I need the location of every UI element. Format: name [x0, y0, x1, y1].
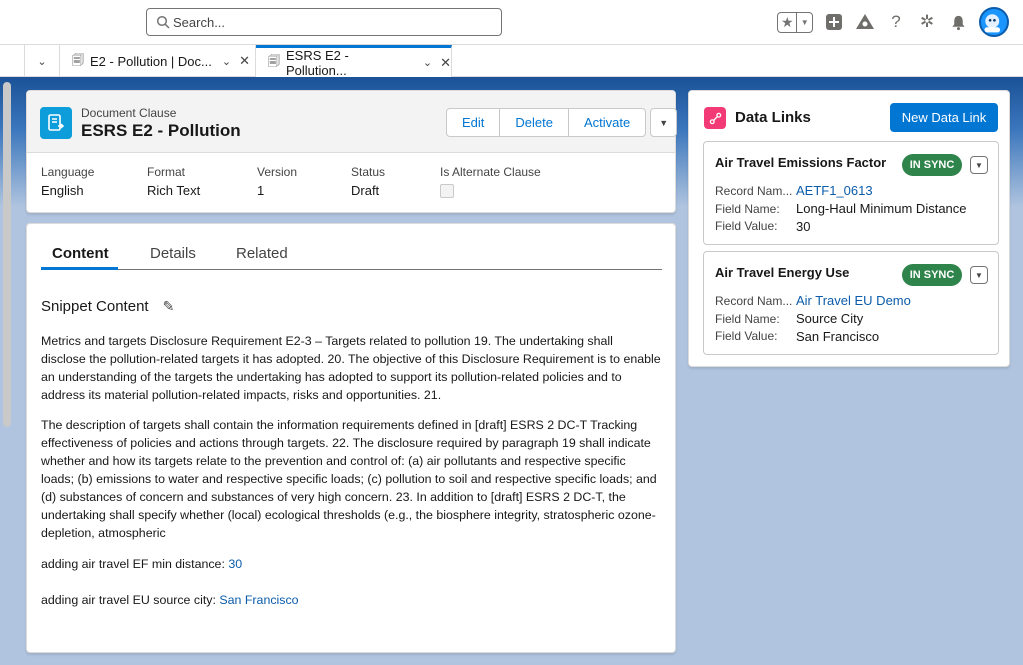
favorites-chevron-down-icon[interactable]: ▼: [800, 17, 809, 27]
data-link-item: [703, 141, 999, 245]
record-object-type: Document Clause: [81, 106, 177, 120]
record-name-label: Record Nam...: [715, 294, 793, 308]
search-placeholder: Search...: [173, 14, 226, 30]
workspace-tab-esrs-e2-pollution[interactable]: [256, 45, 452, 77]
more-actions-chevron-down-icon[interactable]: ▼: [650, 108, 677, 137]
record-highlights-panel: [26, 90, 676, 213]
field-value: English: [41, 183, 84, 198]
content-tabset-card: [26, 223, 676, 653]
snippet-line-ef-distance: [41, 555, 661, 573]
field-label: Language: [41, 165, 95, 179]
active-tab-indicator: [41, 267, 118, 270]
snippet-paragraph-1: Metrics and targets Disclosure Requirement E2-3 – Targets related to pollution 19. The undertaking shall disclose the pollution-related targets it has adopted. 20. The objective of this Disclosure Requirement is to enable an understanding of the targets the undertaking has adopted to support its pollution-related policies and to address its material pollution-related impacts, risks and opportunities. 21.: [41, 334, 661, 402]
field-value-value: San Francisco: [796, 329, 880, 344]
tab-close-icon[interactable]: ✕: [239, 53, 250, 68]
tab-chevron-down-icon[interactable]: ⌄: [422, 57, 433, 69]
snippet-line-source-city: [41, 591, 661, 609]
is-alternate-clause-checkbox: [440, 184, 454, 198]
favorites-button[interactable]: [777, 12, 813, 33]
delete-button[interactable]: Delete: [500, 108, 569, 137]
edit-pencil-icon[interactable]: ✎: [162, 298, 175, 314]
page-scrollbar[interactable]: [3, 82, 11, 427]
data-link-icon: [704, 107, 726, 129]
workspace-tab-bar: [0, 45, 1023, 77]
record-name-label: Record Nam...: [715, 184, 793, 198]
field-language: [41, 165, 94, 198]
field-is-alternate-clause: [440, 165, 541, 198]
data-link-item: [703, 251, 999, 355]
field-value-value: 30: [796, 219, 811, 234]
field-value: Rich Text: [147, 183, 201, 198]
data-link-title: Air Travel Energy Use: [715, 265, 850, 280]
field-value-label: Field Value:: [715, 219, 778, 233]
user-avatar[interactable]: [979, 7, 1009, 37]
field-label: Format: [147, 165, 186, 179]
field-value: Draft: [351, 183, 380, 198]
activate-button[interactable]: Activate: [569, 108, 646, 137]
field-label: Version: [257, 165, 298, 179]
search-icon: [156, 15, 170, 29]
field-version: [257, 165, 297, 198]
snippet-content-heading: [41, 298, 174, 315]
field-format: [147, 165, 200, 198]
tab-close-icon[interactable]: ✕: [440, 54, 451, 70]
tab-label: ESRS E2 - Pollution...: [286, 47, 349, 78]
tab-related[interactable]: Related: [236, 245, 288, 262]
tab-content[interactable]: Content: [52, 245, 109, 262]
field-name-label: Field Name:: [715, 312, 780, 326]
data-link-value-30[interactable]: 30: [228, 557, 243, 571]
record-title: ESRS E2 - Pollution: [81, 121, 241, 140]
notifications-bell-icon[interactable]: [948, 12, 968, 32]
snippet-paragraph-2: The description of targets shall contain the information requirements defined in [draft] ESRS 2 DC-T Tracking effectiveness of policies and actions through targets. 22. The disclosure required by paragraph 19 shall indicate whether and how its targets relate to the prevention and control of: (a) air pollutants and respective specific loads; (b) emissions to water and respective specific loads; (c) pollution to soil and respective specific loads; and (d) substances of concern and substances of very high concern. 23. In addition to [draft] ESRS 2 DC-T, the undertaking shall specify whether (local) ecological thresholds (e.g., the biosphere integrity, stratospheric ozone-depletion, atmospheric: [41, 418, 657, 540]
item-menu-chevron-down-icon[interactable]: ▼: [970, 156, 988, 174]
header-icons: [777, 4, 1009, 40]
record-name-link[interactable]: Air Travel EU Demo: [796, 293, 911, 308]
field-label: Is Alternate Clause: [440, 165, 541, 179]
tab-chevron-down-icon[interactable]: ⌄: [221, 55, 232, 68]
field-name-value: Long-Haul Minimum Distance: [796, 201, 967, 216]
document-clause-icon: 🗐: [72, 52, 84, 67]
help-icon[interactable]: ?: [891, 12, 901, 31]
record-header: [27, 91, 675, 153]
field-value: 1: [257, 183, 265, 198]
workspace-tab-e2-pollution[interactable]: [60, 45, 256, 77]
data-link-value-san-francisco[interactable]: San Francisco: [219, 593, 299, 607]
document-clause-object-icon: [40, 107, 72, 139]
field-status: [351, 165, 385, 198]
record-name-link[interactable]: AETF1_0613: [796, 183, 873, 198]
sync-status-badge: IN SYNC: [902, 264, 962, 286]
edit-button[interactable]: Edit: [446, 108, 500, 137]
data-links-card: [688, 90, 1010, 367]
global-search-input[interactable]: [146, 8, 502, 36]
record-tabset: [41, 238, 662, 270]
line-text: adding air travel EF min distance:: [41, 557, 229, 571]
snippet-content-label: Snippet Content: [41, 298, 149, 315]
tab-overflow-chevron-down-icon[interactable]: ⌄: [24, 45, 60, 77]
tab-label: E2 - Pollution | Doc...: [90, 53, 212, 69]
setup-gear-icon[interactable]: ✲: [919, 12, 935, 31]
add-icon[interactable]: [824, 12, 844, 32]
document-clause-icon: 🗐: [268, 54, 280, 68]
field-label: Status: [351, 165, 386, 179]
item-menu-chevron-down-icon[interactable]: ▼: [970, 266, 988, 284]
trailhead-icon[interactable]: [855, 12, 875, 32]
global-header: [0, 0, 1023, 45]
field-name-label: Field Name:: [715, 202, 780, 216]
new-data-link-button[interactable]: New Data Link: [890, 103, 998, 132]
record-action-buttons: [446, 108, 677, 137]
field-value-label: Field Value:: [715, 329, 778, 343]
sync-status-badge: IN SYNC: [902, 154, 962, 176]
field-name-value: Source City: [796, 311, 864, 326]
tab-details[interactable]: Details: [150, 245, 196, 262]
favorites-star-icon[interactable]: ★: [778, 13, 797, 32]
data-links-title: Data Links: [735, 109, 811, 126]
line-text: adding air travel EU source city:: [41, 593, 220, 607]
data-link-title: Air Travel Emissions Factor: [715, 155, 887, 170]
